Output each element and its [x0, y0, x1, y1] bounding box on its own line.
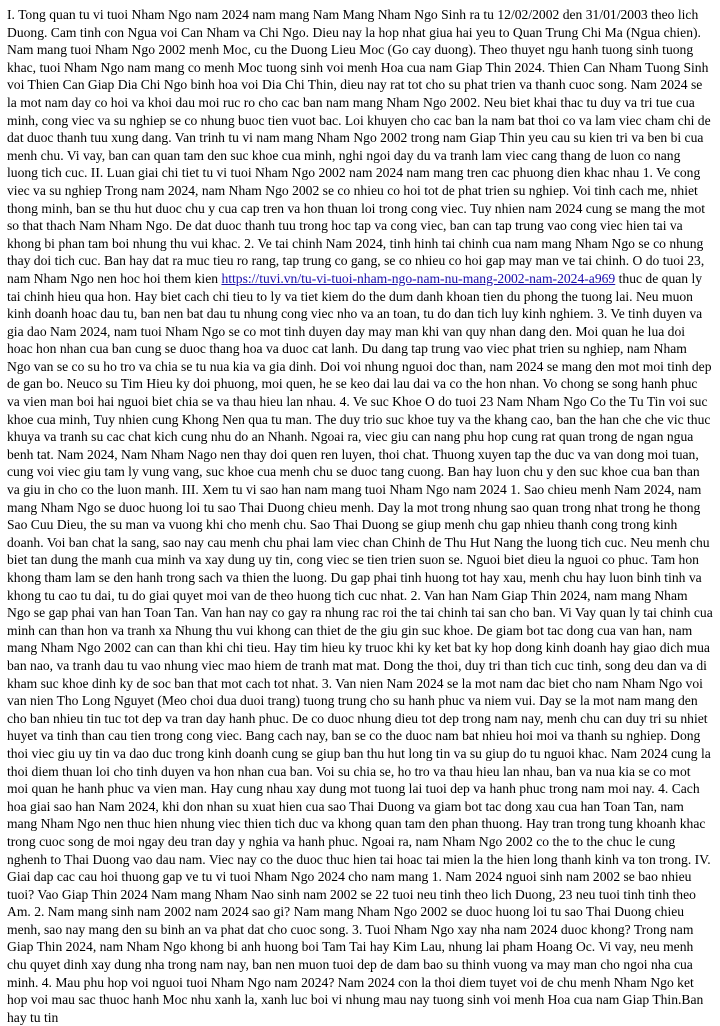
article-text-part-1: I. Tong quan tu vi tuoi Nham Ngo nam 2024 nam mang Nam Mang Nham Ngo Sinh ra tu 12/02/2002 den 31/01/2003 theo lich Duong. Cam tinh con Ngua voi Can Nham va Chi Ngo. Dieu nay la hop nhat giua hai yeu to Quan Trung Chi Ma (Ngua chien). Nam mang tuoi Nham Ngo 2002 menh Moc, cu the Duong Lieu Moc (Go cay duong). Theo thuyet ngu hanh tuong sinh tuong khac, tuoi Nham Ngo nam mang co menh Moc tuong sinh voi menh Hoa cua nam Giap Thin 2024. Thien Can Nham Tuong Sinh voi Thien Can Giap Dia Chi Ngo binh hoa voi Dia Chi Thin, dieu nay rat tot cho su phat trien va thanh cuoc song. Nam 2024 se la mot nam day co hoi va khoi dau moi ruc ro cho cac ban nam mang Nham Ngo 2002. Neu biet khai thac tu duy va tri tue cua minh, cong viec va su nghiep se co nhung buoc tien vuot bac. Loi khuyen cho cac ban la nam bat thoi co va lam viec cham chi de dat duoc thanh tuu xung dang. Van trinh tu vi nam mang Nham Ngo 2002 trong nam Giap Thin yeu cau su kien tri va ben bi cua menh chu. Vi vay, ban can quan tam den suc khoe cua minh, nghi ngoi day du va tranh lam viec cang thang de luon co nang luong tich cuc. II. Luan giai chi tiet tu vi tuoi Nham Ngo 2002 nam 2024 nam mang tren cac phuong dien khac nhau 1. Ve cong viec va su nghiep Trong nam 2024, nam Nham Ngo 2002 se co nhieu co hoi tot de phat trien su nghiep. Voi tinh cach me, nhiet thong minh, ban se thu hut duoc chu y cua cap tren va hon thuan loi trong cong viec. Tuy nhien nam 2024 cung se mang the mot so that thach Nam Nham Ngo. De dat duoc thanh tuu trong hoc tap va cong viec, ban can tap trung vao cong viec hien tai va khong bi phan tam boi nhung thu vui khac. 2. Ve tai chinh Nam 2024, tinh hinh tai chinh cua nam mang Nham Ngo se co nhung thay doi tich cuc. Ban hay dat ra muc tieu ro rang, tap trung co gang, se co nhieu co hoi gap may man ve tai chinh. O do tuoi 23, nam Nham Ngo nen hoc hoi them kien: [7, 7, 711, 286]
article-text-part-2: thuc de quan ly tai chinh hieu qua hon. Hay biet cach chi tieu to ly va tiet kiem do the dum danh khoan tien du phong the tuong lai. Neu muon kinh doanh hoac dau tu, ban nen bat dau tu nhung cong viec nho va an toan, tu do dan tich luy kinh nghiem. 3. Ve tinh duyen va gia dao Nam 2024, nam tuoi Nham Ngo se co mot tinh duyen day may man khi van quy nhan dang den. Moi quan he lua doi hoac hon nhan cua ban cung se duoc thang hoa va duoc cat lanh. Du dang tap trung vao viec phat trien su nghiep, nam Nham Ngo van se co su ho tro va chia se tu nua kia va gia dinh. Doi voi nhung nguoi doc than, nam 2024 se mang den mot moi tinh dep de gan bo. Neuco su Tim Hieu ky doi phuong, moi quen, he se keo dai lau dai va co the hon nhan. Vo chong se song hanh phuc va vien man boi hai nguoi biet chia se va thau hieu lan nhau. 4. Ve suc Khoe O do tuoi 23 Nam Nham Ngo Co the Tu Tin voi suc khoe cua minh, Tuy nhien cung Khong Nen qua tu man. The duy trio suc khoe tuy va the khang cao, ban the han che che vic thuc khuya va tranh su cac chat kich cung nhu do an Nhanh. Ngoai ra, viec giu can nang phu hop cung rat quan trong de ngan ngua benh tat. Nam 2024, Nam Nham Nago nen thay doi quen ren luyen, thoi chat. Thuong xuyen tap the duc va van dong moi tuan, cung voi viec giu tam ly vung vang, suc khoe cua menh chu se duoc tang cuong. Ban hay luon chu y den suc khoe cua ban than va giu in cho co the luon manh. III. Xem tu vi sao han nam mang tuoi Nham Ngo nam 2024 1. Sao chieu menh Nam 2024, nam mang Nham Ngo se duoc huong loi tu sao Thai Duong chieu menh. Day la mot trong nhung sao quan trong nhat trong he thong Sao Cuu Dieu, the su man va vuong khi cho menh chu. Sao Thai Duong se giup menh chu gap nhieu thanh cong trong kinh doanh. Voi ban chat la sang, sao nay cau menh chu phai lam viec chan Chinh de Thu Hut Nang the luong tich cuc. Neu menh chu biet tan dung the manh cua minh va xay dung uy tin, cong viec se tien trien suon se. Nguoi biet dieu la nguoi co phuc. Tam hon khong tham lam se den hanh trong sach va thien the luong. Du gap phai tinh huong tot hay xau, menh chu hay luon binh tinh va khong tu cao tu dai, tu do giai quyet moi van de theo huong tich cuc nhat. 2. Van han Nam Giap Thin 2024, nam mang Nham Ngo se gap phai van han Toan Tan. Van han nay co gay ra nhung rac roi the tai chinh tai san cho ban. Vi Vay quan ly tai chinh cua minh can than hon va tranh xa Nhung thu vui khong can thiet de the giu gin suc khoe. De giam bot tac dong cua van han, nam mang Nham Ngo 2002 can can than khi chi tieu. Hay tim hieu ky truoc khi ky ket bat ky hop dong kinh doanh hay giao dich mua ban nao, va tranh dau tu vao nhung viec mao hiem de tranh mat mat. Dong the thoi, duy tri than tich cuc tinh, song deu dan va di kham suc khoe dinh ky de soc ban that mot cach tot nhat. 3. Van nien Nam 2024 se la mot nam dac biet cho nam Nham Ngo voi van nien Tho Long Nguyet (Meo choi dua duoi trang) tuong trung cho su hanh phuc va niem vui. Day se la mot nam mang den cho ban nhieu tin tuc tot dep va tran day hanh phuc. De co duoc nhung dieu tot dep trong nam nay, menh chu can duy tri su nhiet huyet va tinh than cau tien trong cong viec. Bang cach nay, ban se co the duoc nam bat nhieu hoi moi va thanh su nghiep. Dong thoi viec giu uy tin va dao duc trong kinh doanh cung se giup ban thu hut long tin va su giup do tu nguoi khac. Nam 2024 cung la thoi diem thuan loi cho tinh duyen va hon nhan cua ban. Voi su chia se, ho tro va thau hieu lan nhau, ban va nua kia se co mot moi quan he hanh phuc va vien man. Hay cung nhau xay dung mot tuong lai tuoi dep va hanh phuc trong nam moi nay. 4. Cach hoa giai sao han Nam 2024, khi don nhan su xuat hien cua sao Thai Duong va giam bot tac dong xau cua han Toan Tan, nam mang Nham Ngo nen thuc hien nhung viec thien tich duc va khong quan tam den phan thuong. Hay tran trong tung khoanh khac trong cuoc song de moi ngay deu tran day y nghia va hanh phuc. Ngoai ra, nam Nham Ngo 2002 co the to the chuc le cung nghenh to Thai Duong vao dau nam. Viec nay co the duoc thuc hien tai hoac tai mien la the hien long thanh kinh va ton trong. IV. Giai dap cac cau hoi thuong gap ve tu vi tuoi Nham Ngo 2024 cho nam mang 1. Nam 2024 nguoi sinh nam 2002 se bao nhieu tuoi? Vao Giap Thin 2024 Nam mang Nham Nao sinh nam 2002 se 22 tuoi neu tinh theo lich Duong, 23 neu tuoi tinh tinh theo Am. 2. Nam mang sinh nam 2002 nam 2024 sao gi? Nam mang Nham Ngo 2002 se duoc huong loi tu sao Thai Duong chieu menh, sao nay mang den su binh an va phat dat cho cuoc song. 3. Tuoi Nham Ngo xay nha nam 2024 duoc khong? Trong nam Giap Thin 2024, nam Nham Ngo khong bi anh huong boi Tam Tai hay Kim Lau, nhung lai pham Hoang Oc. Vi vay, neu menh chu quyet dinh xay dung nha trong nam nay, ban nen muon tuoi dep de dam bao su thinh vuong va may man cho ngoi nha cua minh. 4. Mau phu hop voi nguoi tuoi Nham Ngo nam 2024? Nam 2024 con la thoi diem tuyet voi de chu menh Nham Ngo ket hop voi mau sac thuoc hanh Moc nhu xanh la, xanh luc boi vi nhung mau nay tuong sinh voi menh Hoa cua nam Giap Thin.Ban hay tu tin: [7, 270, 713, 1025]
article-source-link[interactable]: https://tuvi.vn/tu-vi-tuoi-nham-ngo-nam-nu-mang-2002-nam-2024-a969: [221, 270, 616, 286]
